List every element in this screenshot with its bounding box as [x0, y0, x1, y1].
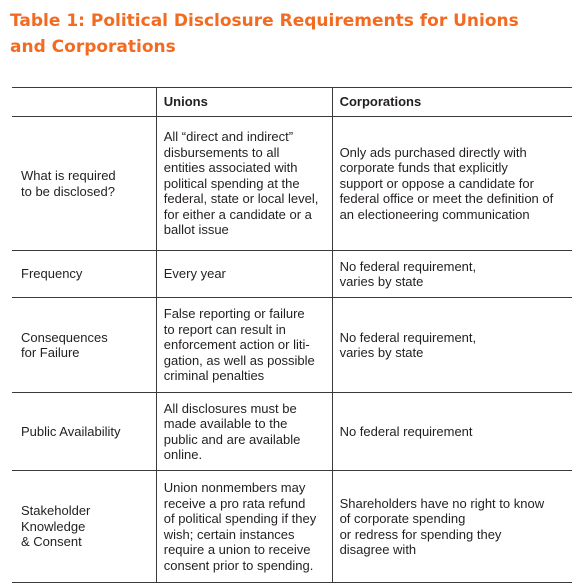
corporations-cell: Shareholders have no right to know of corporate spending or redress for spending they disagree with	[332, 471, 572, 583]
corporations-cell: No federal requirement, varies by state	[332, 251, 572, 298]
header-corporations: Corporations	[332, 88, 572, 117]
unions-cell: All “direct and indirect” disbursements to all entities associated with political spending at the federal, state or local level, for either a candidate or a ballot issue	[156, 117, 332, 251]
table-header-row	[12, 88, 572, 117]
corporations-cell: No federal requirement, varies by state	[332, 298, 572, 393]
corporations-cell: Only ads purchased directly with corporate funds that explicitly support or oppose a candidate for federal office or meet the definition of an electioneering communication	[332, 117, 572, 251]
table-row	[12, 393, 572, 471]
header-empty	[12, 88, 156, 117]
unions-cell: Union nonmembers may receive a pro rata refund of political spending if they wish; certain instances require a union to receive consent prior to spending.	[156, 471, 332, 583]
corporations-cell: No federal requirement	[332, 393, 572, 471]
table-row	[12, 298, 572, 393]
table-row	[12, 117, 572, 251]
disclosure-table	[12, 87, 572, 583]
row-label: What is required to be disclosed?	[12, 117, 156, 251]
row-label: Public Availability	[12, 393, 156, 471]
header-unions: Unions	[156, 88, 332, 117]
unions-cell: All disclosures must be made available to the public and are available online.	[156, 393, 332, 471]
table-row	[12, 251, 572, 298]
row-label: Frequency	[12, 251, 156, 298]
table-title: Table 1: Political Disclosure Requirements for Unions and Corporations	[10, 11, 519, 57]
unions-cell: Every year	[156, 251, 332, 298]
row-label: Consequences for Failure	[12, 298, 156, 393]
row-label: Stakeholder Knowledge & Consent	[12, 471, 156, 583]
table-row	[12, 471, 572, 583]
unions-cell: False reporting or failure to report can result in enforcement action or liti- gation, as well as possible criminal penalties	[156, 298, 332, 393]
